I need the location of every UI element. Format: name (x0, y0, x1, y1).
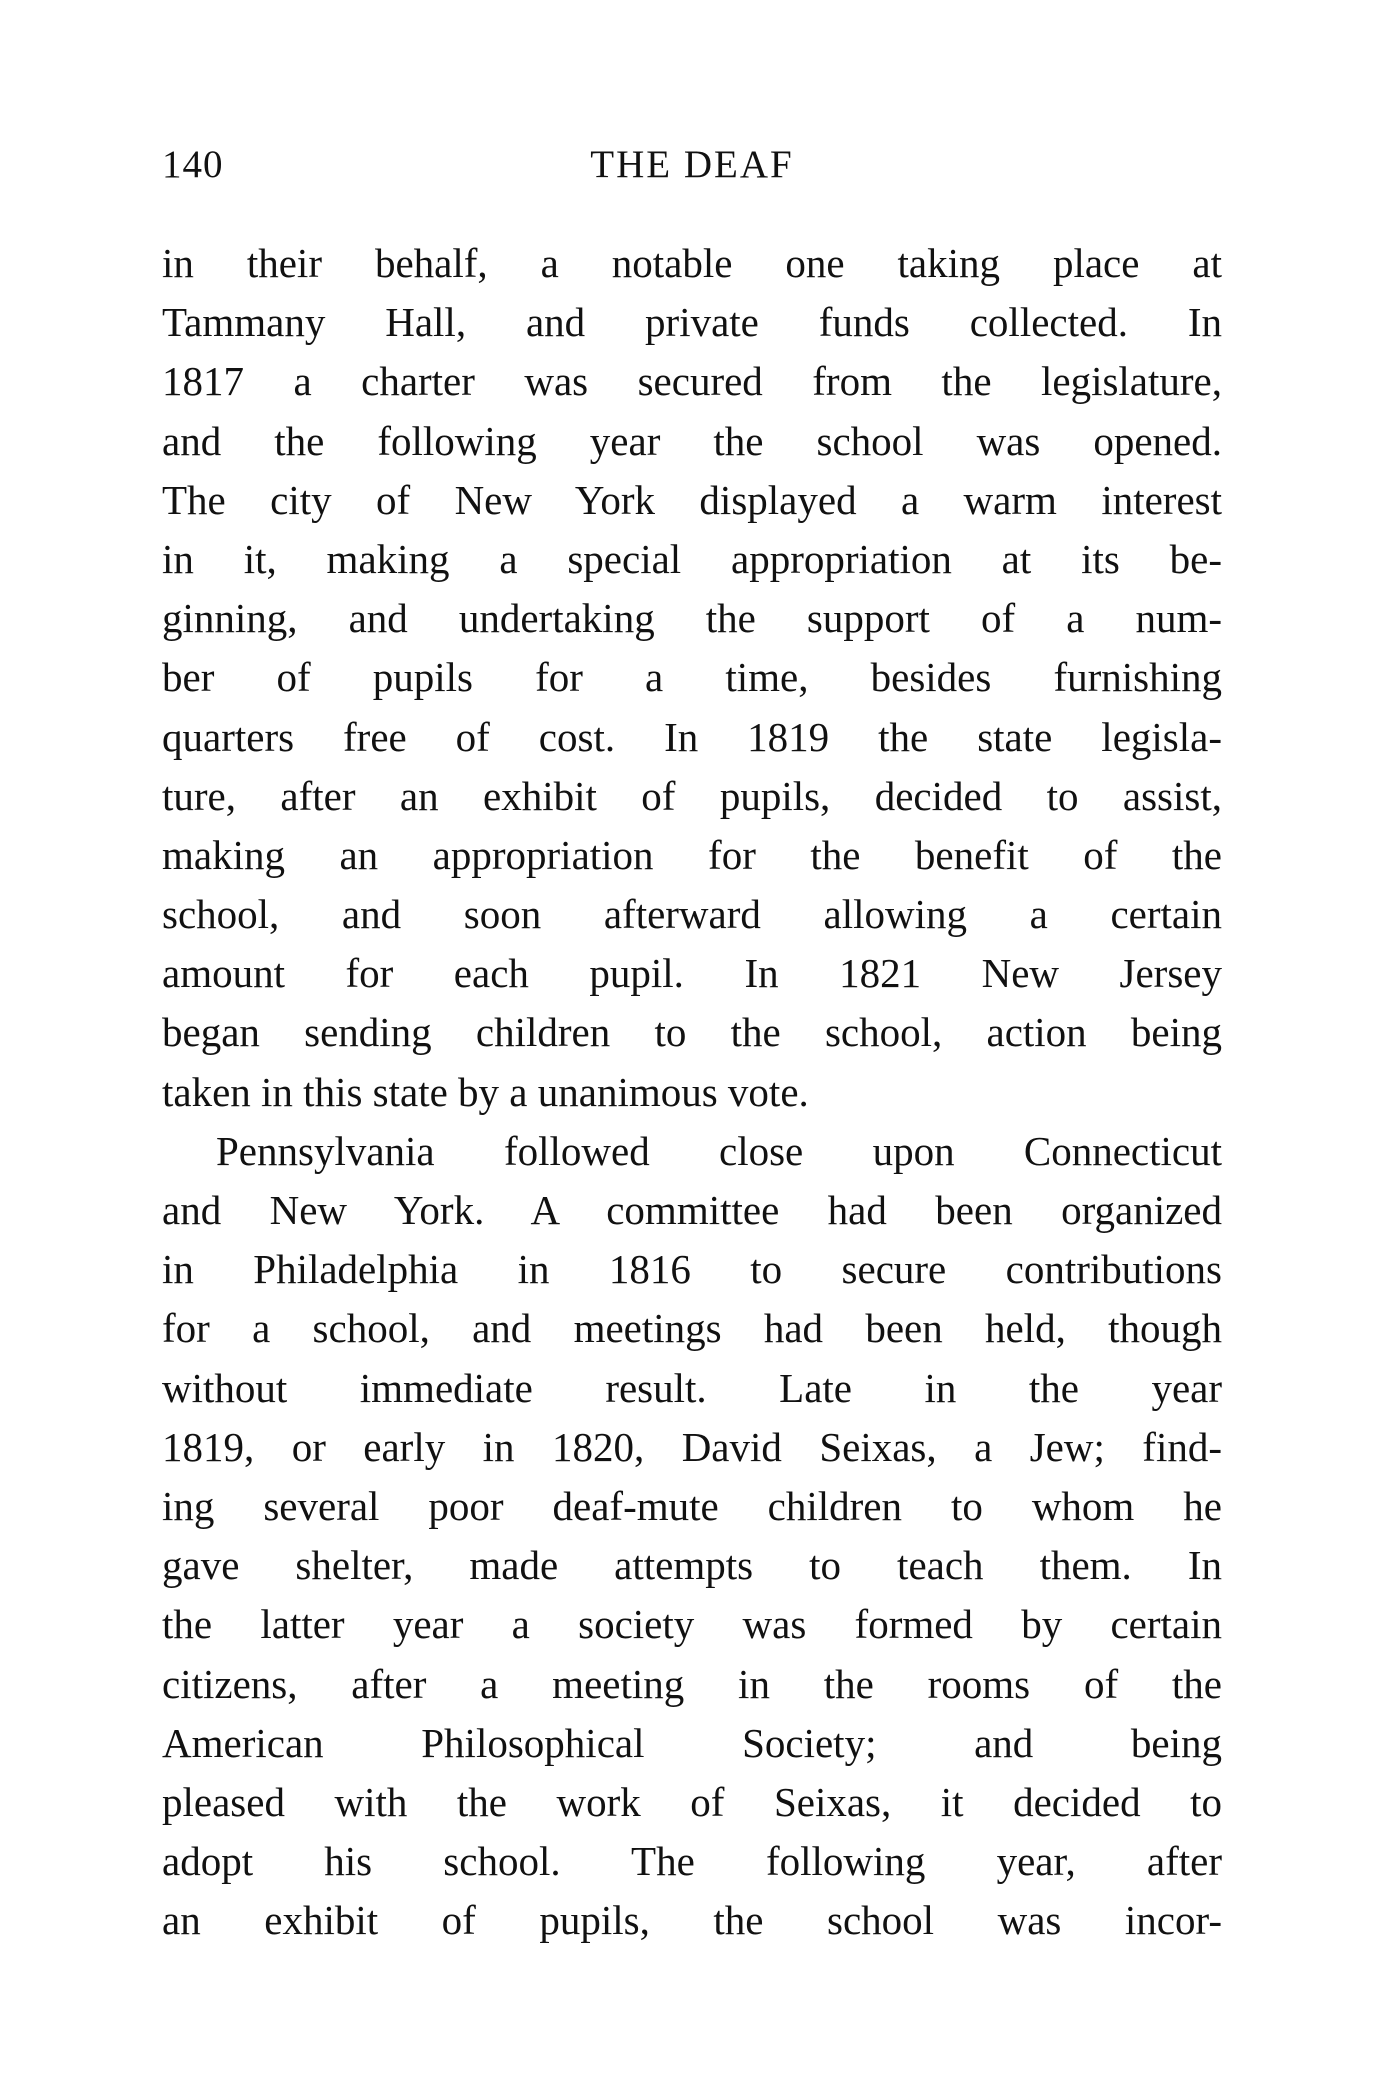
text-line: taken in this state by a unanimous vote. (162, 1068, 809, 1115)
text-line: an exhibit of pupils, the school was incor- (162, 1897, 1222, 1944)
text-line: The city of New York displayed a warm interest (162, 476, 1222, 523)
text-line: citizens, after a meeting in the rooms of the (162, 1660, 1222, 1707)
text-line: pleased with the work of Seixas, it decided to (162, 1778, 1222, 1825)
page-number: 140 (162, 143, 224, 186)
text-line: adopt his school. The following year, after (162, 1838, 1222, 1885)
text-line: 1819, or early in 1820, David Seixas, a Jew; find- (162, 1423, 1222, 1470)
text-line: Tammany Hall, and private funds collected. In (162, 299, 1222, 346)
text-line: amount for each pupil. In 1821 New Jersey (162, 950, 1222, 997)
text-line: ing several poor deaf-mute children to whom he (162, 1482, 1222, 1529)
text-line: and New York. A committee had been organized (162, 1187, 1222, 1233)
text-line: ber of pupils for a time, besides furnishing (162, 654, 1222, 701)
paragraph-1 (162, 234, 1222, 1122)
running-head (162, 140, 1222, 190)
text-line: began sending children to the school, action being (162, 1009, 1222, 1056)
running-title: THE DEAF (590, 143, 794, 186)
text-line: in it, making a special appropriation at its be- (162, 535, 1222, 582)
text-line: school, and soon afterward allowing a certain (162, 891, 1222, 938)
text-line: ginning, and undertaking the support of a num- (162, 595, 1222, 642)
text-line: quarters free of cost. In 1819 the state legisla- (162, 713, 1222, 760)
text-line: American Philosophical Society; and being (162, 1719, 1222, 1766)
text-line: and the following year the school was opened. (162, 417, 1222, 464)
text-line: the latter year a society was formed by certain (162, 1601, 1222, 1648)
text-line: in their behalf, a notable one taking place at (162, 240, 1222, 286)
text-line: Pennsylvania followed close upon Connecticut (216, 1127, 1222, 1174)
paragraph-2 (162, 1122, 1222, 1951)
text-line: without immediate result. Late in the year (162, 1364, 1222, 1411)
text-line: for a school, and meetings had been held, though (162, 1305, 1222, 1352)
text-line: gave shelter, made attempts to teach them. In (162, 1542, 1222, 1589)
body-text (162, 234, 1222, 1950)
text-line: in Philadelphia in 1816 to secure contributions (162, 1246, 1222, 1293)
text-line: making an appropriation for the benefit of the (162, 831, 1222, 878)
text-line: ture, after an exhibit of pupils, decided to assist, (162, 772, 1222, 819)
text-line: 1817 a charter was secured from the legislature, (162, 358, 1222, 405)
